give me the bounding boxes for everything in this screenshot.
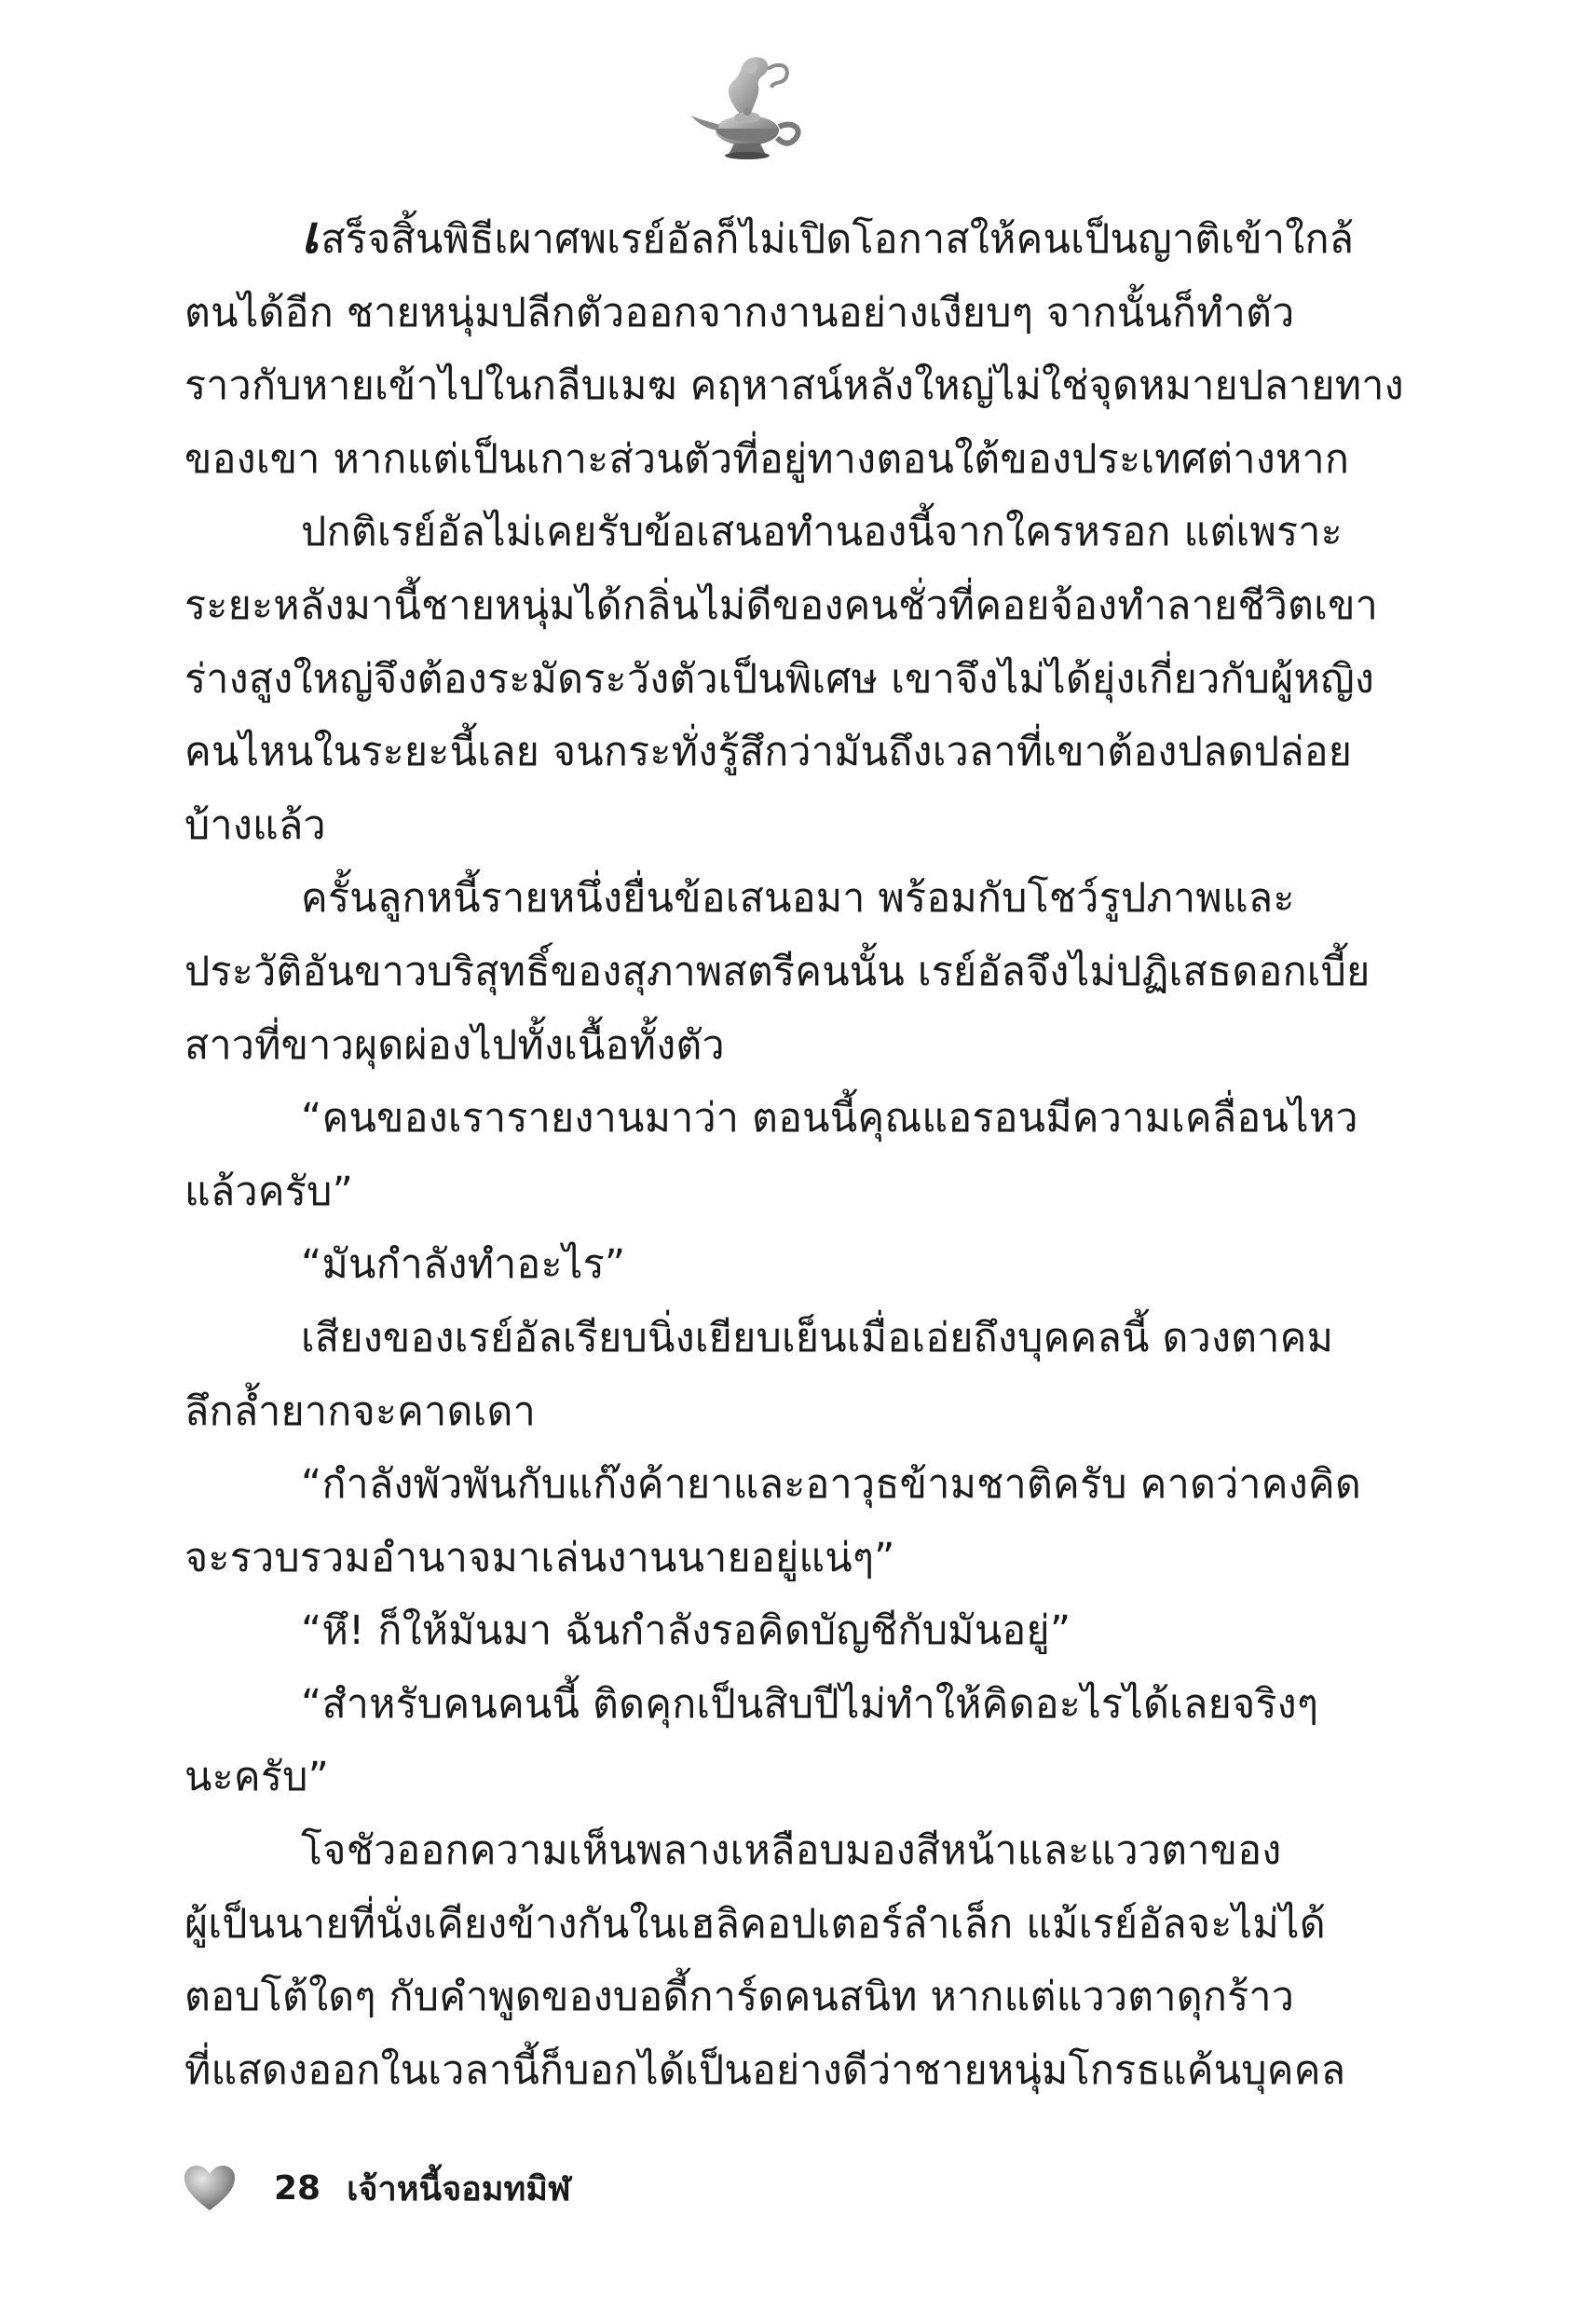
text-line-content: นะครับ” — [184, 1754, 330, 1801]
text-line-content: สาวที่ขาวผุดผ่องไปทั้งเนื้อทั้งตัว — [184, 1021, 725, 1069]
heart-icon — [183, 2164, 237, 2212]
text-line-content: ตอบโต้ใดๆ กับคำพูดของบอดี้การ์ดคนสนิท หากแต่แววตาดุกร้าว — [184, 1974, 1295, 2021]
text-line — [184, 1741, 1405, 1814]
drop-cap: เ — [301, 204, 320, 266]
text-line-content: คนไหนในระยะนี้เลย จนกระทั่งรู้สึกว่ามันถึงเวลาที่เขาต้องปลดปล่อย — [184, 729, 1353, 776]
text-line — [184, 1082, 1405, 1156]
text-line — [184, 2034, 1405, 2108]
text-line — [184, 349, 1405, 423]
text-line-content: ระยะหลังมานี้ชายหนุ่มได้กลิ่นไม่ดีของคนชั่วที่คอยจ้องทำลายชีวิตเขา — [184, 581, 1379, 629]
text-line-content: จะรวบรวมอำนาจมาเล่นงานนายอยู่แน่ๆ” — [184, 1534, 895, 1581]
text-line-content: ประวัติอันขาวบริสุทธิ์ของสุภาพสตรีคนนั้น เรย์อัลจึงไม่ปฏิเสธดอกเบี้ย — [184, 948, 1371, 995]
text-line-content: โจชัวออกความเห็นพลางเหลือบมองสีหน้าและแววตาของ — [301, 1827, 1282, 1875]
text-line — [184, 423, 1405, 497]
text-line — [184, 862, 1405, 936]
book-title: เจ้าหนี้จอมทมิฬ — [347, 2169, 571, 2208]
text-line — [184, 1156, 1405, 1229]
genie-lamp-icon — [686, 48, 816, 170]
text-line — [184, 1522, 1405, 1595]
text-line-content: “สำหรับคนคนนี้ ติดคุกเป็นสิบปีไม่ทำให้คิดอะไรได้เลยจริงๆ — [301, 1680, 1319, 1728]
text-line-content: บ้างแล้ว — [184, 801, 326, 849]
text-line — [184, 496, 1405, 569]
text-line-content: ลึกล้ำยากจะคาดเดา — [184, 1388, 536, 1435]
text-line-content: “คนของเรารายงานมาว่า ตอนนี้คุณแอรอนมีความเคลื่อนไหว — [301, 1095, 1358, 1142]
chapter-body-text — [184, 203, 1405, 2107]
text-line — [184, 1961, 1405, 2034]
text-line — [184, 203, 1405, 277]
text-line-content: แล้วครับ” — [184, 1168, 354, 1215]
text-line-content: “หึ! ก็ให้มันมา ฉันกำลังรอคิดบัญชีกับมันอยู่” — [301, 1607, 1071, 1655]
text-line — [184, 1814, 1405, 1888]
text-line-content: ร่างสูงใหญ่จึงต้องระมัดระวังตัวเป็นพิเศษ เขาจึงไม่ได้ยุ่งเกี่ยวกับผู้หญิง — [184, 655, 1375, 703]
text-line-content: สร็จสิ้นพิธีเผาศพเรย์อัลก็ไม่เปิดโอกาสให้คนเป็นญาติเข้าใกล้ — [321, 216, 1355, 263]
text-line-content: “มันกำลังทำอะไร” — [301, 1241, 626, 1289]
text-line — [184, 1302, 1405, 1375]
text-line — [184, 569, 1405, 643]
text-line — [184, 1668, 1405, 1742]
text-line-content: เสียงของเรย์อัลเรียบนิ่งเยียบเย็นเมื่อเอ่ยถึงบุคคลนี้ ดวงตาคม — [301, 1314, 1334, 1361]
text-line-content: ผู้เป็นนายที่นั่งเคียงข้างกันในเฮลิคอปเตอร์ลำเล็ก แม้เรย์อัลจะไม่ได้ — [184, 1900, 1326, 1948]
text-line-content: “กำลังพัวพันกับแก๊งค้ายาและอาวุธข้ามชาติครับ คาดว่าคงคิด — [301, 1461, 1362, 1509]
text-line — [184, 936, 1405, 1009]
page-number: 28 — [274, 2168, 321, 2208]
text-line-content: ครั้นลูกหนี้รายหนึ่งยื่นข้อเสนอมา พร้อมกับโชว์รูปภาพและ — [301, 875, 1295, 923]
text-line — [184, 1594, 1405, 1668]
text-line-content: ตนได้อีก ชายหนุ่มปลีกตัวออกจากงานอย่างเงียบๆ จากนั้นก็ทำตัว — [184, 289, 1295, 336]
text-line — [184, 1888, 1405, 1962]
text-line — [184, 716, 1405, 789]
text-line-content: ปกติเรย์อัลไม่เคยรับข้อเสนอทำนองนี้จากใครหรอก แต่เพราะ — [301, 509, 1343, 556]
text-line-content: ของเขา หากแต่เป็นเกาะส่วนตัวที่อยู่ทางตอนใต้ของประเทศต่างหาก — [184, 435, 1350, 483]
text-line — [184, 1375, 1405, 1449]
text-line — [184, 789, 1405, 863]
text-line — [184, 643, 1405, 717]
text-line — [184, 1448, 1405, 1522]
text-line — [184, 1228, 1405, 1302]
text-line-content: ที่แสดงออกในเวลานี้ก็บอกได้เป็นอย่างดีว่าชายหนุ่มโกรธแค้นบุคคล — [184, 2046, 1346, 2094]
text-line-content: ราวกับหายเข้าไปในกลีบเมฆ คฤหาสน์หลังใหญ่ไม่ใช่จุดหมายปลายทาง — [184, 362, 1404, 410]
page-footer — [183, 2160, 571, 2216]
text-line — [184, 277, 1405, 350]
text-line — [184, 1009, 1405, 1083]
